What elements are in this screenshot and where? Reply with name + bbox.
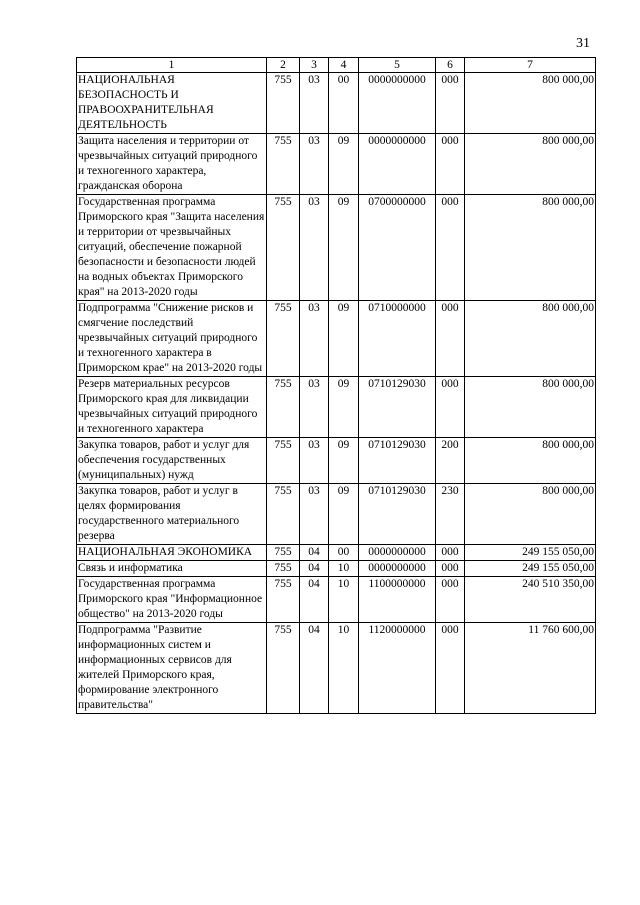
target-article-cell: 0710000000 xyxy=(359,301,436,377)
grbs-code-cell: 755 xyxy=(267,577,300,623)
expense-type-cell: 000 xyxy=(436,195,465,301)
target-article-cell: 0700000000 xyxy=(359,195,436,301)
row-name-cell: Закупка товаров, работ и услуг в целях формирования государственного материального резерва xyxy=(77,484,267,545)
table-row xyxy=(77,134,596,195)
section-code-cell: 04 xyxy=(300,545,329,561)
budget-table xyxy=(76,57,596,714)
amount-cell: 800 000,00 xyxy=(465,438,596,484)
subsection-code-cell: 09 xyxy=(329,134,359,195)
subsection-code-cell: 10 xyxy=(329,561,359,577)
subsection-code-cell: 10 xyxy=(329,623,359,714)
subsection-code-cell: 09 xyxy=(329,484,359,545)
amount-cell: 800 000,00 xyxy=(465,377,596,438)
expense-type-cell: 000 xyxy=(436,377,465,438)
section-code-cell: 04 xyxy=(300,623,329,714)
table-row xyxy=(77,484,596,545)
column-header: 2 xyxy=(267,58,300,73)
expense-type-cell: 000 xyxy=(436,623,465,714)
section-code-cell: 04 xyxy=(300,561,329,577)
target-article-cell: 0710129030 xyxy=(359,377,436,438)
amount-cell: 249 155 050,00 xyxy=(465,545,596,561)
target-article-cell: 0000000000 xyxy=(359,561,436,577)
subsection-code-cell: 00 xyxy=(329,545,359,561)
table-row xyxy=(77,577,596,623)
target-article-cell: 0000000000 xyxy=(359,134,436,195)
table-row xyxy=(77,301,596,377)
row-name-cell: Резерв материальных ресурсов Приморского края для ликвидации чрезвычайных ситуаций природного и техногенного характера xyxy=(77,377,267,438)
subsection-code-cell: 09 xyxy=(329,301,359,377)
section-code-cell: 03 xyxy=(300,134,329,195)
column-header: 1 xyxy=(77,58,267,73)
expense-type-cell: 200 xyxy=(436,438,465,484)
grbs-code-cell: 755 xyxy=(267,484,300,545)
grbs-code-cell: 755 xyxy=(267,73,300,134)
amount-cell: 800 000,00 xyxy=(465,301,596,377)
section-code-cell: 03 xyxy=(300,301,329,377)
row-name-cell: Подпрограмма "Развитие информационных систем и информационных сервисов для жителей Приморского края, формирование электронного правительства" xyxy=(77,623,267,714)
section-code-cell: 03 xyxy=(300,484,329,545)
page-number: 31 xyxy=(576,36,590,51)
section-code-cell: 03 xyxy=(300,195,329,301)
grbs-code-cell: 755 xyxy=(267,623,300,714)
amount-cell: 249 155 050,00 xyxy=(465,561,596,577)
column-header: 7 xyxy=(465,58,596,73)
table-row xyxy=(77,377,596,438)
table-row xyxy=(77,623,596,714)
subsection-code-cell: 09 xyxy=(329,377,359,438)
amount-cell: 800 000,00 xyxy=(465,195,596,301)
expense-type-cell: 000 xyxy=(436,545,465,561)
row-name-cell: НАЦИОНАЛЬНАЯ БЕЗОПАСНОСТЬ И ПРАВООХРАНИТЕЛЬНАЯ ДЕЯТЕЛЬНОСТЬ xyxy=(77,73,267,134)
row-name-cell: Связь и информатика xyxy=(77,561,267,577)
row-name-cell: НАЦИОНАЛЬНАЯ ЭКОНОМИКА xyxy=(77,545,267,561)
column-header: 6 xyxy=(436,58,465,73)
table-row xyxy=(77,195,596,301)
row-name-cell: Государственная программа Приморского края "Информационное общество" на 2013-2020 годы xyxy=(77,577,267,623)
amount-cell: 11 760 600,00 xyxy=(465,623,596,714)
grbs-code-cell: 755 xyxy=(267,438,300,484)
section-code-cell: 03 xyxy=(300,73,329,134)
target-article-cell: 0710129030 xyxy=(359,438,436,484)
table-row xyxy=(77,438,596,484)
section-code-cell: 03 xyxy=(300,438,329,484)
expense-type-cell: 000 xyxy=(436,134,465,195)
target-article-cell: 0000000000 xyxy=(359,545,436,561)
table-header-row xyxy=(77,58,596,73)
target-article-cell: 1100000000 xyxy=(359,577,436,623)
subsection-code-cell: 09 xyxy=(329,195,359,301)
expense-type-cell: 000 xyxy=(436,561,465,577)
target-article-cell: 0000000000 xyxy=(359,73,436,134)
table-body xyxy=(77,73,596,714)
grbs-code-cell: 755 xyxy=(267,134,300,195)
row-name-cell: Государственная программа Приморского края "Защита населения и территории от чрезвычайных ситуаций, обеспечение пожарной безопасности и безопасности людей на водных объектах Приморского края" на 2013-2020 годы xyxy=(77,195,267,301)
column-header: 3 xyxy=(300,58,329,73)
subsection-code-cell: 00 xyxy=(329,73,359,134)
column-header: 5 xyxy=(359,58,436,73)
amount-cell: 240 510 350,00 xyxy=(465,577,596,623)
grbs-code-cell: 755 xyxy=(267,301,300,377)
table-row xyxy=(77,545,596,561)
expense-type-cell: 000 xyxy=(436,301,465,377)
subsection-code-cell: 10 xyxy=(329,577,359,623)
table-row xyxy=(77,73,596,134)
grbs-code-cell: 755 xyxy=(267,195,300,301)
expense-type-cell: 000 xyxy=(436,73,465,134)
row-name-cell: Защита населения и территории от чрезвычайных ситуаций природного и техногенного характера, гражданская оборона xyxy=(77,134,267,195)
table-row xyxy=(77,561,596,577)
section-code-cell: 03 xyxy=(300,377,329,438)
row-name-cell: Подпрограмма "Снижение рисков и смягчение последствий чрезвычайных ситуаций природного и техногенного характера в Приморском крае" на 2013-2020 годы xyxy=(77,301,267,377)
expense-type-cell: 000 xyxy=(436,577,465,623)
subsection-code-cell: 09 xyxy=(329,438,359,484)
grbs-code-cell: 755 xyxy=(267,377,300,438)
column-header: 4 xyxy=(329,58,359,73)
amount-cell: 800 000,00 xyxy=(465,73,596,134)
grbs-code-cell: 755 xyxy=(267,561,300,577)
expense-type-cell: 230 xyxy=(436,484,465,545)
section-code-cell: 04 xyxy=(300,577,329,623)
grbs-code-cell: 755 xyxy=(267,545,300,561)
amount-cell: 800 000,00 xyxy=(465,484,596,545)
target-article-cell: 0710129030 xyxy=(359,484,436,545)
amount-cell: 800 000,00 xyxy=(465,134,596,195)
target-article-cell: 1120000000 xyxy=(359,623,436,714)
row-name-cell: Закупка товаров, работ и услуг для обеспечения государственных (муниципальных) нужд xyxy=(77,438,267,484)
